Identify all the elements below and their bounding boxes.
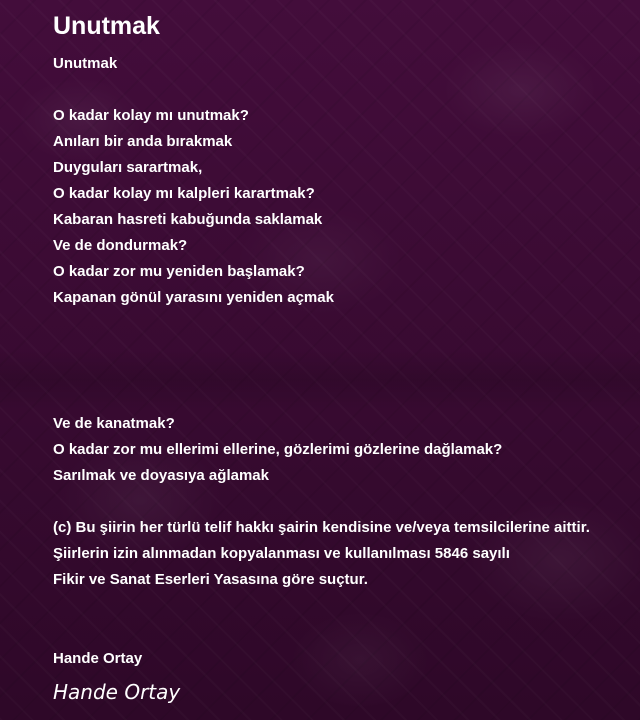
- background-pattern-band: [0, 350, 640, 410]
- poem-line: Sarılmak ve doyasıya ağlamak: [53, 467, 269, 484]
- poem-line: O kadar kolay mı kalpleri karartmak?: [53, 185, 315, 202]
- poem-line: O kadar zor mu yeniden başlamak?: [53, 263, 305, 280]
- copyright-line: (c) Bu şiirin her türlü telif hakkı şairin kendisine ve/veya temsilcilerine aittir.: [53, 519, 590, 536]
- copyright-notice: [53, 515, 623, 593]
- copyright-line: Şiirlerin izin alınmadan kopyalanması ve kullanılması 5846 sayılı: [53, 545, 510, 562]
- poem-author: Hande Ortay: [53, 650, 143, 667]
- author-signature: Hande Ortay: [53, 680, 181, 704]
- poem-line: Kapanan gönül yarasını yeniden açmak: [53, 289, 334, 306]
- copyright-line: Fikir ve Sanat Eserleri Yasasına göre suçtur.: [53, 571, 368, 588]
- poem-line: Kabaran hasreti kabuğunda saklamak: [53, 211, 323, 228]
- poem-stanza-2: [53, 411, 623, 489]
- poem-line: O kadar kolay mı unutmak?: [53, 107, 249, 124]
- poem-line: Ve de dondurmak?: [53, 237, 188, 254]
- poem-line: Duyguları sarartmak,: [53, 159, 203, 176]
- poem-line: O kadar zor mu ellerimi ellerine, gözlerimi gözlerine dağlamak?: [53, 441, 503, 458]
- poem-header: [53, 10, 613, 42]
- poem-line: Ve de kanatmak?: [53, 415, 175, 432]
- poem-title: Unutmak: [53, 12, 160, 40]
- poem-line: Anıları bir anda bırakmak: [53, 133, 233, 150]
- poem-subtitle: Unutmak: [53, 55, 118, 72]
- poem-stanza-1: [53, 103, 623, 311]
